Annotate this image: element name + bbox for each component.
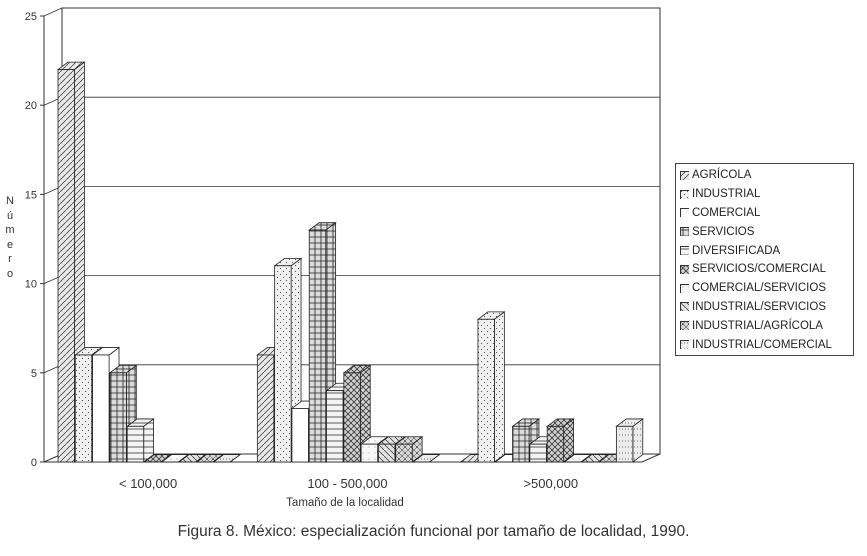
legend-label: DIVERSIFICADA — [692, 244, 781, 257]
legend-swatch — [680, 265, 689, 274]
legend-swatch — [680, 190, 689, 199]
legend-swatch — [680, 321, 689, 330]
legend-item — [680, 298, 849, 317]
bar-diversificada-1 — [127, 426, 144, 462]
legend-item — [680, 166, 849, 185]
y-tick-label: 0 — [30, 457, 37, 469]
gridline — [44, 8, 62, 16]
y-axis-label — [4, 194, 16, 281]
bar-servicios-comercial-2 — [344, 373, 361, 462]
bar-industrial-servicios-2 — [378, 444, 395, 462]
legend-swatch — [680, 340, 689, 349]
legend-item — [680, 204, 849, 223]
x-tick-label: < 100,000 — [118, 476, 178, 491]
bar-servicios-1 — [110, 373, 127, 462]
legend-label: INDUSTRIAL/COMERCIAL — [692, 338, 832, 351]
x-tick-label: 100 - 500,000 — [307, 476, 388, 491]
legend-item — [680, 335, 849, 354]
bar-agricola-1 — [58, 70, 75, 462]
bar-industrial-1 — [75, 355, 92, 462]
x-axis-label: Tamaño de la localidad — [286, 497, 404, 509]
legend-label: COMERCIAL — [692, 206, 761, 219]
x-tick-label: >500,000 — [523, 476, 579, 491]
legend-label: INDUSTRIAL/SERVICIOS — [692, 300, 826, 313]
legend-label: INDUSTRIAL/AGRÍCOLA — [692, 319, 823, 332]
legend-label: INDUSTRIAL — [692, 188, 761, 201]
bar-industrial-agricola-2 — [396, 444, 413, 462]
y-axis-label-char: r — [8, 253, 12, 265]
y-tick-label: 5 — [30, 367, 37, 380]
bar-industrial-comercial-3 — [616, 426, 633, 462]
bar-industrial-3-side — [494, 312, 504, 462]
legend-label: COMERCIAL/SERVICIOS — [692, 282, 826, 295]
y-axis-label-char: o — [6, 267, 14, 280]
y-tick-label: 25 — [24, 11, 37, 23]
y-tick-label: 20 — [24, 100, 37, 113]
bar-comercial-1 — [93, 355, 110, 462]
y-axis-label-char: e — [6, 238, 14, 251]
legend-swatch — [680, 227, 689, 236]
bar-comercial-servicios-2 — [361, 444, 378, 462]
legend-swatch — [680, 246, 689, 255]
legend-item — [680, 185, 849, 204]
y-axis-label-char: m — [5, 224, 15, 236]
bar-diversificada-3 — [530, 444, 547, 462]
figure-caption: Figura 8. México: especialización funcional por tamaño de localidad, 1990. — [177, 523, 690, 540]
bar-agricola-2 — [257, 355, 274, 462]
legend-swatch — [680, 171, 689, 180]
legend-item — [680, 260, 849, 279]
bar-servicios-comercial-3 — [547, 426, 564, 462]
legend-swatch — [680, 302, 689, 311]
legend-item — [680, 222, 849, 241]
y-axis-label-char: ú — [6, 209, 14, 222]
y-tick-label: 10 — [24, 278, 37, 291]
bar-diversificada-2 — [327, 391, 344, 462]
legend-label: SERVICIOS — [692, 225, 755, 238]
bar-servicios-3 — [513, 426, 530, 462]
bar-industrial-3 — [478, 319, 495, 462]
legend — [675, 163, 854, 356]
bar-industrial-2 — [275, 266, 292, 462]
legend-item — [680, 316, 849, 335]
legend-swatch — [680, 284, 689, 293]
legend-label: AGRÍCOLA — [692, 169, 752, 182]
bar-comercial-2 — [292, 408, 309, 462]
y-axis-label-char: N — [6, 195, 14, 207]
legend-swatch — [680, 208, 689, 217]
legend-item — [680, 279, 849, 298]
bar-servicios-2 — [309, 230, 326, 462]
y-tick-label: 15 — [24, 189, 37, 202]
legend-label: SERVICIOS/COMERCIAL — [692, 263, 826, 276]
legend-item — [680, 241, 849, 260]
